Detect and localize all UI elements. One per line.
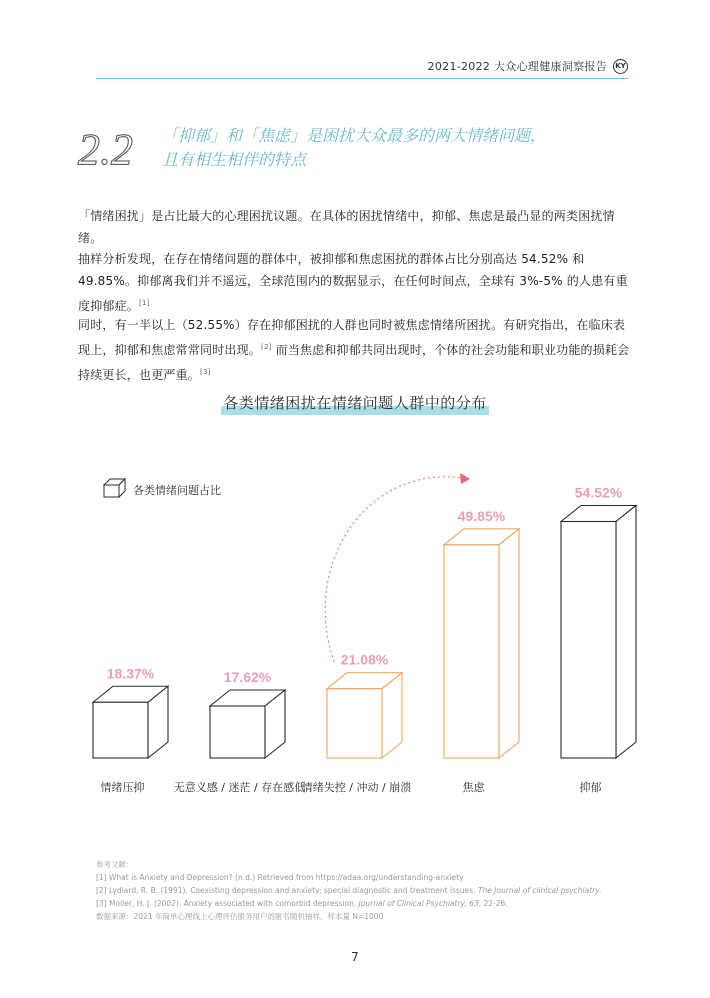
bar-side-face: [616, 506, 636, 759]
paragraph-3-text-a: 同时，有一半以上（52.55%）存在抑郁困扰的人群也同时被焦虑情绪所困扰。有研究指出，在临床表现上，抑郁和焦虑常常同时出现。: [78, 318, 626, 357]
section-title-line1: 「抑郁」和「焦虑」是困扰大众最多的两大情绪问题，: [162, 126, 547, 145]
bar-front-face: [93, 702, 148, 758]
bar-2: [174, 669, 305, 794]
reference-2-text: [2] Lydiard, R. B. (1991). Coexisting depression and anxiety: special diagnostic and treatment issues.: [96, 886, 478, 895]
references-heading: 参考文献：: [96, 860, 134, 869]
page-number: 7: [351, 950, 359, 964]
bar-value-label: 49.85%: [457, 507, 506, 524]
chart-legend: [104, 479, 221, 497]
bar-value-label: 21.08%: [340, 651, 389, 668]
reference-3-pages: , 22-26.: [478, 899, 508, 908]
reference-3: [96, 897, 636, 910]
paragraph-3-text-b: 而当焦虑和抑郁共同出现时，个体的社会功能和职业功能的损耗会持续更长，也更严重。: [78, 343, 630, 382]
bar-front-face: [561, 522, 616, 759]
reference-3-text: [3] Moller, H. J. (2002). Anxiety associated with comorbid depression.: [96, 899, 359, 908]
bar-value-label: 54.52%: [574, 484, 623, 501]
legend-label: 各类情绪问题占比: [133, 484, 221, 497]
data-source: 数据来源：2021 年简单心理线上心理评估服务用户的匿名随机抽样，样本量 N=1000: [96, 912, 384, 921]
bars-group: [93, 485, 636, 795]
bar-1: [93, 665, 168, 794]
reference-1: [1] What is Anxiety and Depression? (n.d.) Retrieved from https://adaa.org/understanding-anxiety: [96, 873, 464, 882]
bar-front-face: [327, 689, 382, 758]
trend-arrow-path: [325, 477, 462, 662]
reference-2-journal: The Journal of clinical psychiatry.: [477, 886, 602, 895]
bar-value-label: 17.62%: [223, 669, 272, 685]
bar-front-face: [444, 545, 499, 758]
bar-4: [444, 508, 519, 794]
bar-value-label: 18.37%: [106, 665, 155, 682]
bar-category-label: 无意义感 / 迷茫 / 存在感低: [173, 781, 306, 794]
section-number-text: 2.2: [78, 125, 133, 172]
bar-category-label: 焦虑: [462, 781, 485, 794]
chart-title: 各类情绪困扰在情绪问题人群中的分布: [223, 394, 487, 412]
bar-category-label: 抑郁: [579, 781, 602, 794]
bar-front-face: [210, 706, 265, 758]
bar-category-label: 情绪压抑: [100, 781, 145, 794]
paragraph-1: 「情绪困扰」是占比最大的心理困扰议题。在具体的困扰情绪中，抑郁、焦虑是最凸显的两类困扰情绪。: [78, 209, 615, 245]
reference-3-journal: Journal of Clinical Psychiatry, 63: [358, 899, 479, 908]
references: [96, 858, 636, 923]
bar-5: [561, 485, 636, 795]
reference-2: [96, 884, 636, 897]
trend-arrow-head: [460, 473, 470, 484]
section-title-line2: 且有相生相伴的特点: [162, 150, 307, 169]
bar-3: [302, 652, 411, 794]
citation-2: [2]: [261, 343, 272, 351]
citation-1: [1]: [139, 299, 150, 307]
paragraph-2-text: 抽样分析发现，在存在情绪问题的群体中，被抑郁和焦虑困扰的群体占比分别高达 54.52% 和 49.85%。抑郁离我们并不遥远，全球范围内的数据显示，在任何时间点，全球有 3%-5% 的人患有重度抑郁症。: [78, 252, 628, 313]
brand-logo: KY: [613, 59, 628, 74]
bar-side-face: [499, 529, 519, 758]
bar-category-label: 情绪失控 / 冲动 / 崩溃: [301, 781, 412, 794]
citation-3: [3]: [200, 368, 211, 376]
report-title: 2021-2022 大众心理健康洞察报告: [427, 60, 607, 73]
legend-cube-icon: [104, 479, 125, 497]
